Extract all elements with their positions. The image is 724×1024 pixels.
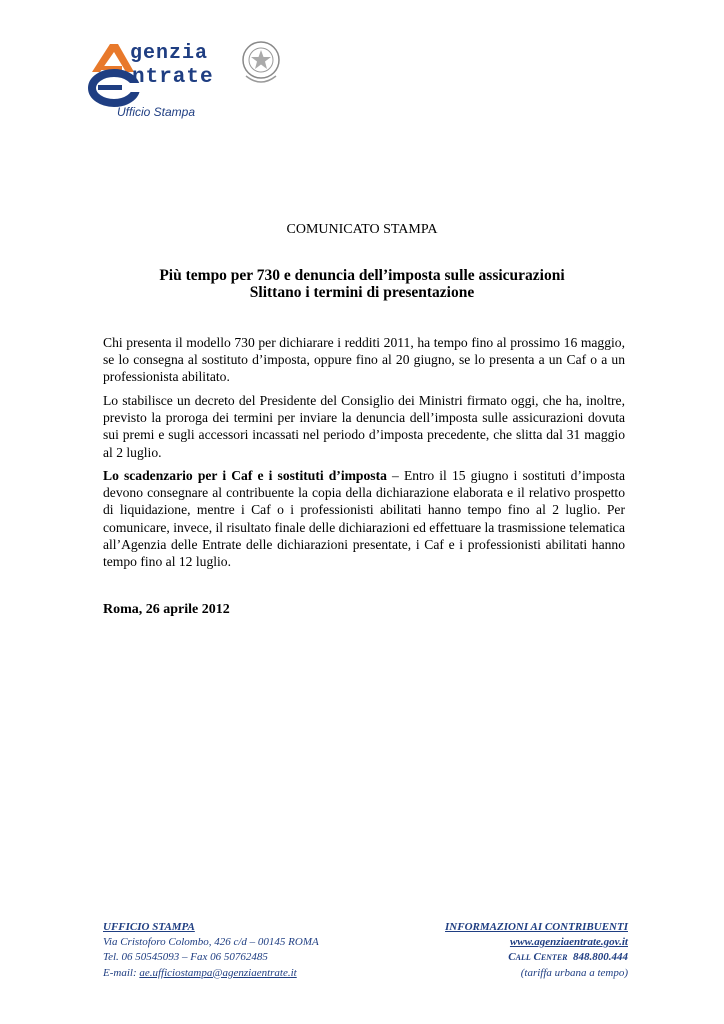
paragraph-1: Chi presenta il modello 730 per dichiarare i redditi 2011, ha tempo fino al prossimo 16 maggio, se lo consegna al sostituto d’imposta, oppure fino al 20 giugno, se lo presenta a un Caf o a un professionista abilitato. [103,335,625,385]
footer-press-office [103,920,319,981]
headline-line-1: Più tempo per 730 e denuncia dell’imposta sulle assicurazioni [159,267,565,284]
footer-taxpayer-info [445,920,628,981]
footer-left-title: UFFICIO STAMPA [103,921,195,933]
headline [0,267,724,301]
footer-callcenter-number: 848.800.444 [573,951,628,964]
footer-right-title: INFORMAZIONI AI CONTRIBUENTI [445,921,628,933]
footer-email-line [103,966,319,981]
paragraph-3 [103,467,625,570]
footer-website-link[interactable]: www.agenziaentrate.gov.it [509,936,628,949]
paragraph-3-lead: Lo scadenzario per i Caf e i sostituti d’imposta [103,468,387,483]
footer-address: Via Cristoforo Colombo, 426 c/d – 00145 ROMA [103,936,319,949]
footer-callcenter-line [445,950,628,965]
footer-phone: Tel. 06 50545093 – Fax 06 50762485 [103,951,268,964]
republic-emblem-icon [240,38,282,88]
footer-rate-note: (tariffa urbana a tempo) [520,966,628,979]
press-release-label: COMUNICATO STAMPA [286,222,438,237]
dateline: Roma, 26 aprile 2012 [103,602,230,617]
office-caption: Ufficio Stampa [117,105,196,119]
footer-email-link[interactable]: ae.ufficiostampa@agenziaentrate.it [139,966,297,979]
logo-word-genzia: genzia [130,42,209,65]
paragraph-2: Lo stabilisce un decreto del Presidente del Consiglio dei Ministri firmato oggi, che ha, inoltre, previsto la proroga dei termini per inviare la denuncia dell’imposta sulle assicurazioni dovuta sui premi e sugli accessori incassati nel periodo d’imposta precedente, che slitta dal 31 maggio al 2 luglio. [103,393,625,460]
footer-callcenter-label: Call Center [508,951,568,964]
footer-email-label: E-mail: [103,966,140,979]
headline-line-2: Slittano i termini di presentazione [249,284,475,301]
paragraph-3-body: – Entro il 15 giugno i sostituti d’imposta devono consegnare al contribuente la copia della dichiarazione elaborata e il relativo prospetto di liquidazione, mentre i Caf o i professionisti abilitati hanno tempo fino al 2 luglio. Per comunicare, invece, il risultato finale delle dichiarazioni ed effettuare la trasmissione telematica all’Agenzia delle Entrate delle dichiarazioni presentate, i Caf e i professionisti abilitati hanno tempo fino al 12 luglio. [103,468,625,570]
logo-word-ntrate: ntrate [132,66,214,89]
